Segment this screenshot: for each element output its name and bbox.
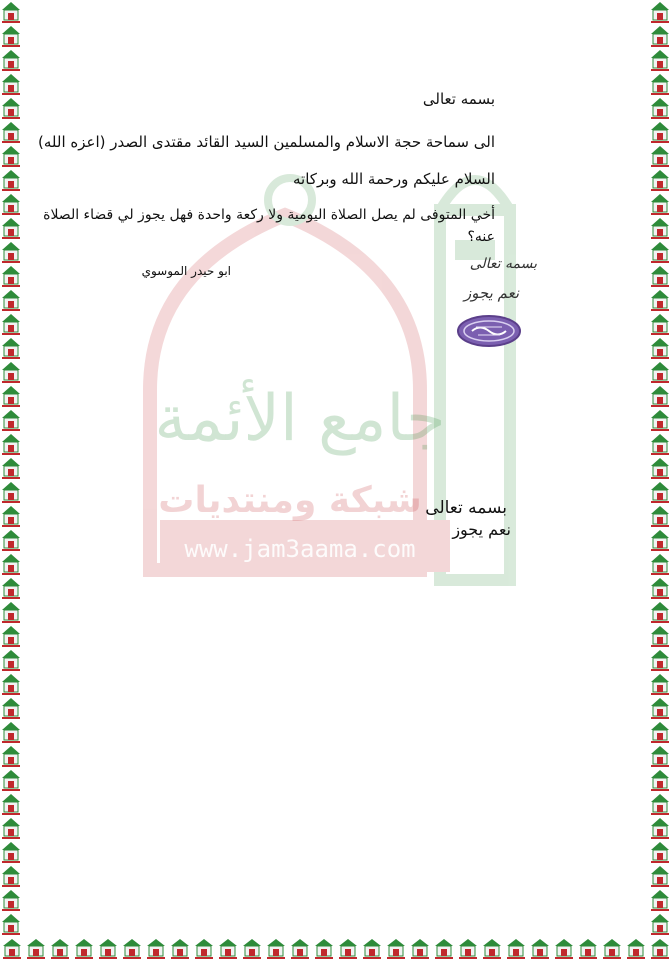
watermark-title: جامع الأئمة bbox=[154, 382, 446, 456]
letter-heading: بسمه تعالى bbox=[422, 90, 495, 108]
letter-question: أخي المتوفى لم يصل الصلاة اليومية ولا ركعة واحدة فهل يجوز لي قضاء الصلاة عنه؟ bbox=[43, 207, 495, 245]
handwritten-answer: نعم يجوز bbox=[463, 284, 519, 302]
reply-heading: بسمه تعالى bbox=[425, 498, 507, 518]
reply-answer: نعم يجوز bbox=[452, 520, 511, 539]
letter-addressee: الى سماحة حجة الاسلام والمسلمين السيد القائد مقتدى الصدر (اعزه الله) bbox=[38, 133, 495, 151]
watermark-subtitle: شبكة ومنتديات bbox=[158, 480, 422, 521]
letter-greeting: السلام عليكم ورحمة الله وبركاته bbox=[293, 170, 495, 188]
letter-sender: ابو حيدر الموسوي bbox=[141, 264, 231, 278]
handwritten-heading: بسمه تعالى bbox=[469, 256, 537, 272]
seal-stamp bbox=[456, 314, 522, 348]
watermark-url: www.jam3aama.com bbox=[184, 535, 416, 563]
